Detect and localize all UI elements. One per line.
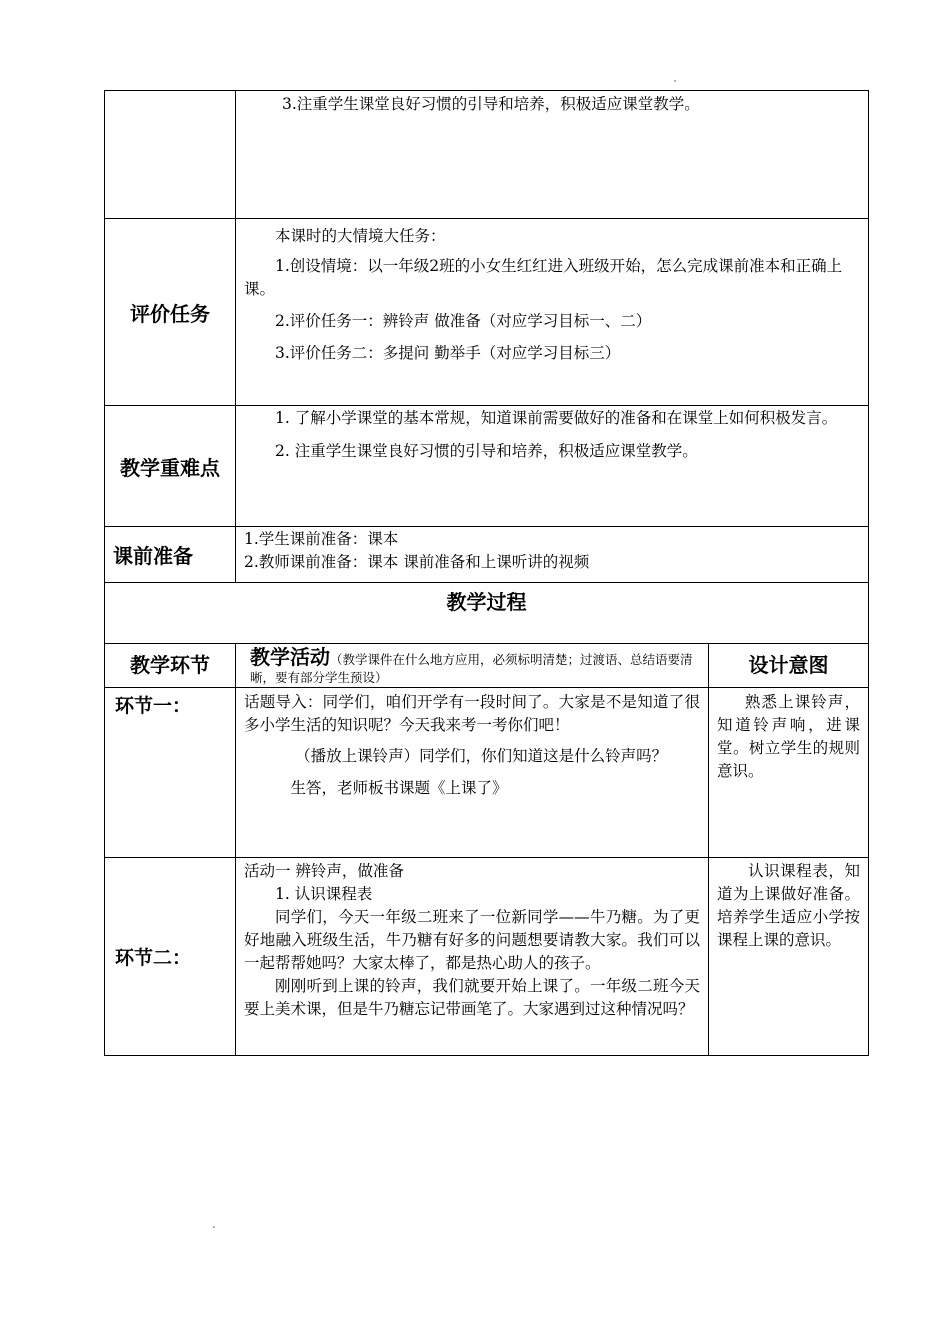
stage2-label: 环节二： — [105, 858, 236, 1056]
stage1-para: （播放上课铃声）同学们，你们知道这是什么铃声吗？ — [295, 747, 668, 765]
prep-item: 2.教师课前准备：课本 课前准备和上课听讲的视频 — [244, 553, 590, 571]
eval-item: 1.创设情境：以一年级2班的小女生红红进入班级开始，怎么完成课前准本和正确上课。 — [244, 257, 843, 298]
process-row — [105, 583, 869, 644]
activity-header-note: （教学课件在什么地方应用，必须标明清楚；过渡语、总结语要清晰，要有部分学生预设） — [250, 652, 693, 685]
stage2-row — [105, 858, 869, 1056]
intent-header-cell — [709, 644, 869, 688]
stage1-activity-cell — [236, 688, 709, 858]
continuation-text: 3.注重学生课堂良好习惯的引导和培养，积极适应课堂教学。 — [282, 95, 700, 113]
scan-dot-top — [674, 80, 676, 82]
eval-row — [105, 219, 869, 406]
stage2-intent-cell — [709, 858, 869, 1056]
stage1-para: 话题导入：同学们，咱们开学有一段时间了。大家是不是知道了很多小学生活的知识呢？今天我来考一考你们吧！ — [244, 693, 700, 734]
lesson-plan-table — [104, 90, 869, 1056]
continuation-content-cell — [236, 91, 869, 219]
eval-label: 评价任务 — [105, 219, 236, 406]
eval-content-cell — [236, 219, 869, 406]
prep-label: 课前准备 — [105, 527, 236, 583]
process-title: 教学过程 — [446, 590, 527, 614]
stage1-row — [105, 688, 869, 858]
eval-item: 2.评价任务一：辨铃声 做准备（对应学习目标一、二） — [275, 312, 652, 330]
keypoints-item: 2. 注重学生课堂良好习惯的引导和培养，积极适应课堂教学。 — [275, 442, 698, 460]
stage1-para: 生答，老师板书课题《上课了》 — [290, 779, 508, 797]
activity-header: 教学活动 — [250, 645, 330, 669]
process-title-cell — [105, 583, 869, 644]
stage1-label-cell — [105, 688, 236, 858]
continuation-row — [105, 91, 869, 219]
prep-row — [105, 527, 869, 583]
stage1-label: 环节一： — [115, 695, 192, 717]
stage2-activity-cell — [236, 858, 709, 1056]
stage-header: 教学环节 — [130, 653, 210, 677]
column-header-row — [105, 644, 869, 688]
keypoints-item: 1. 了解小学课堂的基本常规，知道课前需要做好的准备和在课堂上如何积极发言。 — [275, 409, 838, 427]
intent-header: 设计意图 — [748, 653, 829, 677]
activity-header-cell — [236, 644, 709, 688]
stage2-para: 同学们，今天一年级二班来了一位新同学——牛乃糖。为了更好地融入班级生活，牛乃糖有好多的问题想要请教大家。我们可以一起帮帮她吗？大家太棒了，都是热心助人的孩子。 — [244, 908, 700, 972]
prep-item: 1.学生课前准备：课本 — [244, 530, 399, 548]
stage1-intent: 熟悉上课铃声，知道铃声响，进课堂。树立学生的规则意识。 — [717, 693, 861, 780]
keypoints-label: 教学重难点 — [105, 406, 236, 527]
stage2-para: 1. 认识课程表 — [275, 885, 373, 903]
stage2-para: 刚刚听到上课的铃声，我们就要开始上课了。一年级二班今天要上美术课，但是牛乃糖忘记带画笔了。大家遇到过这种情况吗？ — [244, 977, 700, 1018]
stage1-intent-cell — [709, 688, 869, 858]
keypoints-row — [105, 406, 869, 527]
stage2-intent: 认识课程表，知道为上课做好准备。培养学生适应小学按课程上课的意识。 — [717, 862, 861, 949]
eval-intro: 本课时的大情境大任务： — [275, 227, 446, 245]
scan-dot-bottom — [213, 1226, 215, 1228]
stage-header-cell — [105, 644, 236, 688]
prep-content-cell — [236, 527, 869, 583]
continuation-label-cell — [105, 91, 236, 219]
stage2-para: 活动一 辨铃声，做准备 — [244, 862, 404, 880]
eval-item: 3.评价任务二：多提问 勤举手（对应学习目标三） — [275, 344, 621, 362]
keypoints-content-cell — [236, 406, 869, 527]
